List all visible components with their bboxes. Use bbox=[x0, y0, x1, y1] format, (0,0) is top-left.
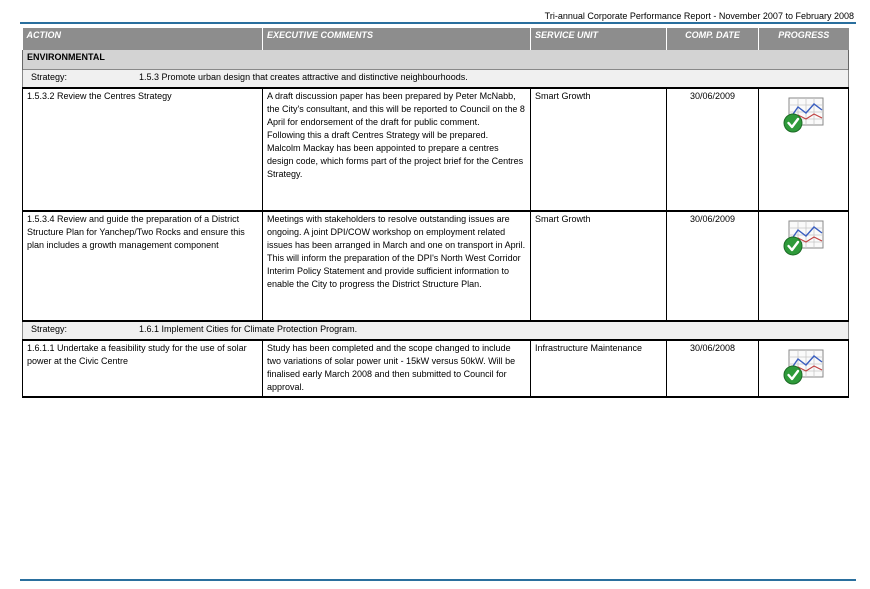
chart-check-icon bbox=[781, 379, 827, 389]
service-unit-cell: Smart Growth bbox=[531, 211, 667, 321]
comments-cell: A draft discussion paper has been prepared by Peter McNabb, the City's consultant, and this will be reported to Council on the 8 April for endorsement of the draft for public comment. Following this a draft Centres Strategy will be prepared. Malcolm Mackay has been appointed to prepare a centres design code, which forms part of the project brief for the Centres Strategy. bbox=[263, 88, 531, 211]
table-row bbox=[23, 88, 849, 211]
strategy-text: 1.6.1 Implement Cities for Climate Protection Program. bbox=[139, 324, 358, 334]
column-header-comments: EXECUTIVE COMMENTS bbox=[263, 28, 531, 50]
comp-date-cell: 30/06/2008 bbox=[667, 340, 759, 397]
strategy-cell bbox=[23, 321, 849, 340]
column-header-comp-date: COMP. DATE bbox=[667, 28, 759, 50]
service-unit-cell: Infrastructure Maintenance bbox=[531, 340, 667, 397]
progress-cell bbox=[759, 88, 849, 211]
strategy-label: Strategy: bbox=[31, 324, 68, 334]
comp-date-cell: 30/06/2009 bbox=[667, 88, 759, 211]
header-rule bbox=[20, 22, 856, 24]
progress-cell bbox=[759, 211, 849, 321]
service-unit-cell: Smart Growth bbox=[531, 88, 667, 211]
strategy-row bbox=[23, 70, 849, 89]
action-cell: 1.5.3.4 Review and guide the preparation of a District Structure Plan for Yanchep/Two Rocks and ensure this plan includes a growth management component bbox=[23, 211, 263, 321]
action-cell: 1.6.1.1 Undertake a feasibility study for the use of solar power at the Civic Centre bbox=[23, 340, 263, 397]
action-cell: 1.5.3.2 Review the Centres Strategy bbox=[23, 88, 263, 211]
column-header-service-unit: SERVICE UNIT bbox=[531, 28, 667, 50]
report-title: Tri-annual Corporate Performance Report - November 2007 to February 2008 bbox=[544, 11, 854, 21]
footer-rule bbox=[20, 579, 856, 581]
comments-cell: Study has been completed and the scope changed to include two variations of solar power unit - 15kW versus 50kW. Will be finalised early March 2008 and then submitted to Council for approval. bbox=[263, 340, 531, 397]
table-header-row bbox=[23, 28, 849, 50]
progress-cell bbox=[759, 340, 849, 397]
section-title: ENVIRONMENTAL bbox=[23, 50, 849, 70]
column-header-action: ACTION bbox=[23, 28, 263, 50]
comments-cell: Meetings with stakeholders to resolve outstanding issues are ongoing. A joint DPI/COW workshop on employment related issues has been arranged in March and one on transport in April. This will inform the preparation of the DPI's North West Corridor Interim Policy Statement and provide sufficient information to enable the City to progress the District Structure Plan. bbox=[263, 211, 531, 321]
strategy-cell bbox=[23, 70, 849, 89]
strategy-text: 1.5.3 Promote urban design that creates attractive and distinctive neighbourhoods. bbox=[139, 72, 468, 82]
chart-check-icon bbox=[781, 250, 827, 260]
chart-check-icon bbox=[781, 127, 827, 137]
section-row bbox=[23, 50, 849, 70]
comp-date-cell: 30/06/2009 bbox=[667, 211, 759, 321]
strategy-label: Strategy: bbox=[31, 72, 68, 82]
table-row bbox=[23, 340, 849, 397]
column-header-progress: PROGRESS bbox=[759, 28, 849, 50]
performance-table bbox=[22, 28, 849, 398]
strategy-row bbox=[23, 321, 849, 340]
table-row bbox=[23, 211, 849, 321]
